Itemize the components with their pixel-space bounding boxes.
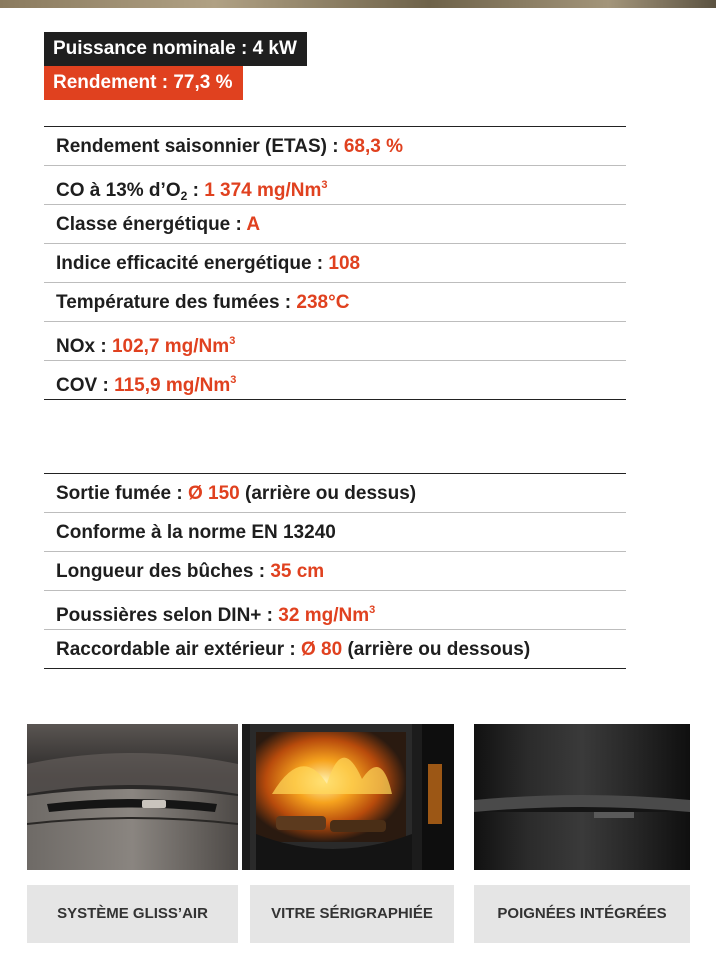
spec-value-superscript: 3 bbox=[321, 179, 328, 191]
spec-label-suffix: : bbox=[187, 180, 205, 201]
spec-label: NOx : bbox=[56, 336, 112, 357]
spec-row-seasonal-efficiency bbox=[44, 127, 626, 166]
spec-label: Sortie fumée : bbox=[56, 483, 188, 504]
feature-caption-handles: POIGNÉES INTÉGRÉES bbox=[474, 885, 690, 943]
spec-value: 32 mg/Nm bbox=[278, 605, 370, 626]
spec-label: Température des fumées : bbox=[56, 292, 297, 313]
spec-row-log-length bbox=[44, 552, 626, 591]
spec-label: CO à 13% d’O bbox=[56, 180, 181, 201]
gliss-air-photo bbox=[27, 724, 238, 870]
spec-value: 102,7 mg/Nm bbox=[111, 336, 230, 357]
spec-row-norm bbox=[44, 513, 626, 552]
spec-value: 115,9 mg/Nm bbox=[114, 375, 231, 396]
spec-row-co-emission bbox=[44, 166, 626, 205]
spec-label: Indice efficacité energétique : bbox=[56, 253, 329, 274]
feature-caption-gliss-air: SYSTÈME GLISS’AIR bbox=[27, 885, 238, 943]
spec-value-superscript: 3 bbox=[369, 604, 376, 616]
spec-value: 108 bbox=[328, 253, 361, 274]
spec-label: Rendement saisonnier (ETAS) : bbox=[56, 136, 344, 157]
spec-value-superscript: 3 bbox=[230, 374, 237, 386]
spec-row-nox bbox=[44, 322, 626, 361]
spec-value: 68,3 % bbox=[343, 136, 404, 157]
spec-value: Ø 150 bbox=[187, 483, 240, 504]
spec-label-subscript: 2 bbox=[180, 189, 188, 203]
decorative-top-strip bbox=[0, 0, 716, 8]
spec-suffix: (arrière ou dessus) bbox=[239, 483, 417, 504]
spec-row-outside-air bbox=[44, 630, 626, 669]
spec-label: Longueur des bûches : bbox=[56, 561, 271, 582]
spec-row-flue-outlet bbox=[44, 474, 626, 513]
spec-label: COV : bbox=[56, 375, 115, 396]
installation-spec-list bbox=[44, 473, 626, 669]
spec-label: Classe énergétique : bbox=[56, 214, 247, 235]
performance-spec-list bbox=[44, 126, 626, 400]
spec-row-flue-temperature bbox=[44, 283, 626, 322]
spec-row-energy-class bbox=[44, 205, 626, 244]
spec-value: A bbox=[246, 214, 261, 235]
spec-suffix: (arrière ou dessous) bbox=[342, 639, 531, 660]
rated-power-tag: Puissance nominale : 4 kW bbox=[44, 32, 307, 66]
spec-label: Poussières selon DIN+ : bbox=[56, 605, 279, 626]
spec-label: Raccordable air extérieur : bbox=[56, 639, 301, 660]
efficiency-tag: Rendement : 77,3 % bbox=[44, 66, 243, 100]
spec-row-energy-index bbox=[44, 244, 626, 283]
spec-value-superscript: 3 bbox=[229, 335, 236, 347]
spec-row-dust bbox=[44, 591, 626, 630]
spec-label: Conforme à la norme EN 13240 bbox=[56, 522, 336, 543]
spec-value: 1 374 mg/Nm bbox=[204, 180, 322, 201]
screen-printed-glass-photo bbox=[242, 724, 454, 870]
feature-caption-glass: VITRE SÉRIGRAPHIÉE bbox=[250, 885, 454, 943]
spec-value: 238°C bbox=[296, 292, 350, 313]
spec-value: Ø 80 bbox=[301, 639, 343, 660]
spec-value: 35 cm bbox=[270, 561, 325, 582]
integrated-handles-photo bbox=[474, 724, 690, 870]
spec-row-cov bbox=[44, 361, 626, 400]
